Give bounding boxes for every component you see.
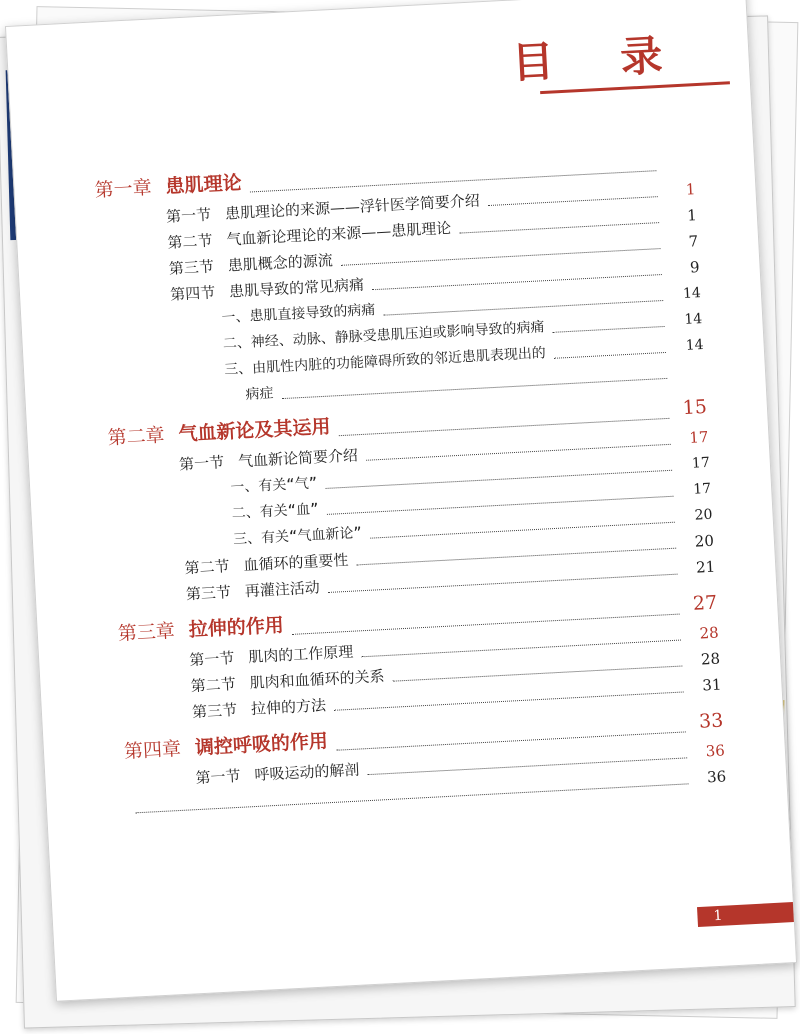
toc-entry-title: 气血新论理论的来源——患肌理论: [225, 219, 452, 249]
toc-entry-title: 患肌概念的源流: [227, 251, 334, 275]
dot-leader: [554, 352, 666, 359]
toc-entry-number: 第三节: [191, 700, 238, 722]
toc-entry-title: 一、患肌直接导致的病痛: [221, 302, 376, 327]
toc-entry-number: 第一节: [188, 648, 235, 670]
toc-entry-title: 拉伸的方法: [250, 696, 327, 719]
page-number: 1: [713, 907, 723, 925]
toc-entry-title: 患肌理论: [165, 171, 243, 198]
toc-entry-title: 血循环的重要性: [243, 550, 349, 575]
toc-entry-title: 一、有关“气”: [230, 475, 318, 496]
toc-entry-title: 拉伸的作用: [188, 614, 285, 642]
toc-entry-page: 17: [691, 454, 711, 472]
toc-entry-title: 肌肉的工作原理: [247, 642, 354, 667]
toc-entry-number: 第二节: [190, 674, 237, 696]
toc-entry-title: 呼吸运动的解剖: [254, 760, 360, 785]
toc-entry-page: 1: [685, 180, 696, 199]
toc-entry-page: 17: [692, 480, 712, 498]
toc-entry-title: 二、有关“血”: [231, 501, 319, 522]
toc-entry-page: 28: [699, 623, 720, 643]
toc-entry-page: 9: [689, 258, 700, 277]
toc-entry-title: 调控呼吸的作用: [194, 730, 329, 760]
toc-entry-number: 第二节: [167, 231, 213, 252]
toc-entry-number: 第一节: [195, 766, 241, 788]
toc-entry-title: 三、由肌性内脏的功能障碍所致的邻近患肌表现出的: [223, 345, 547, 379]
toc-entry-page: 31: [701, 675, 722, 695]
toc-entry-title: 患肌理论的来源——浮针医学简要介绍: [224, 191, 481, 223]
toc-entry-number: 第一节: [165, 205, 212, 226]
toc-entry-page: 20: [694, 506, 713, 524]
toc-entry-page: 20: [694, 531, 715, 551]
toc-entry-title: 患肌导致的常见病痛: [228, 275, 365, 301]
toc-entry-title: 病症: [245, 385, 274, 403]
toc-entry-title: 气血新论及其运用: [177, 415, 331, 446]
toc-entry-title: 三、有关“气血新论”: [232, 525, 363, 548]
toc-entry-title: 二、神经、动脉、静脉受患肌压迫或影响导致的病痛: [222, 319, 545, 353]
toc-entry-page: [676, 384, 706, 386]
page-title: 目 录: [510, 29, 690, 88]
toc-page: [5, 0, 797, 1002]
toc-entry-page: 1: [686, 206, 698, 225]
toc-entry-number: 第一章: [94, 176, 153, 202]
toc-entry-number: 第二节: [184, 557, 230, 578]
toc-entry-page: 28: [700, 649, 721, 669]
toc-entry-page: 17: [688, 427, 709, 447]
toc-entry-number: 第三节: [185, 583, 232, 604]
toc-entry-number: 第二章: [107, 424, 166, 450]
toc-entry-number: 第四节: [169, 283, 216, 304]
toc-entry-title: 再灌注活动: [244, 578, 321, 601]
page-number-tab: [697, 902, 794, 927]
toc-entry-page: 14: [685, 336, 705, 354]
toc-entry-page: 7: [688, 232, 699, 251]
toc-entry-number: 第四章: [123, 737, 182, 763]
toc-entry-page: 27: [692, 591, 718, 615]
toc-entry-number: 第一节: [178, 453, 225, 474]
toc-entry-title: 肌肉和血循环的关系: [249, 667, 385, 693]
toc-entry-page: 14: [684, 311, 703, 328]
toc-entry-number: 第三章: [117, 620, 176, 645]
toc-entry-page: 15: [682, 395, 708, 420]
toc-entry-page: 36: [705, 741, 726, 761]
toc-entry-page: 21: [695, 557, 716, 577]
toc-entry-title: 气血新论简要介绍: [237, 446, 359, 471]
toc-entry-number: 第三节: [168, 257, 215, 278]
toc-entry-page: 14: [682, 285, 702, 302]
table-of-contents: [93, 136, 726, 821]
dot-leader: [553, 326, 665, 333]
toc-entry-page: 33: [698, 709, 724, 733]
toc-entry-page: 36: [706, 767, 727, 787]
